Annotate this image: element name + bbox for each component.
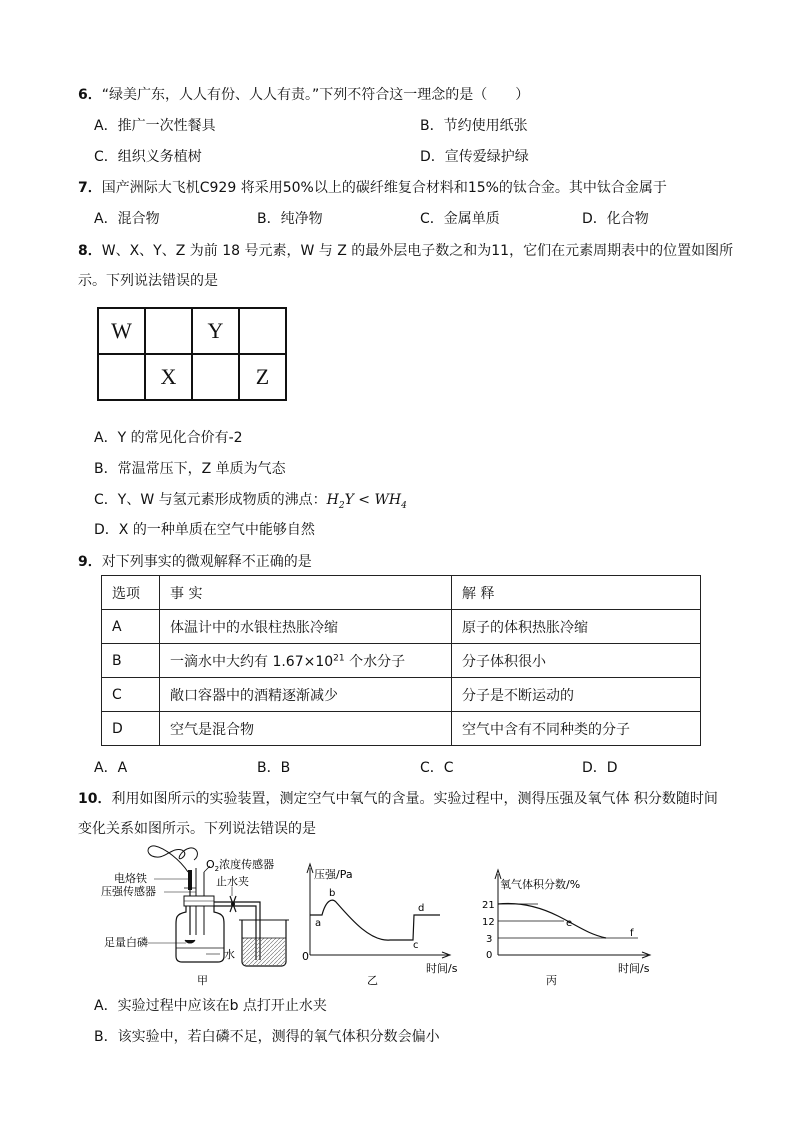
periodic-table-grid bbox=[97, 307, 287, 401]
header-cell: 解 释 bbox=[452, 576, 701, 610]
grid-row bbox=[98, 354, 286, 400]
question-stem: 对下列事实的微观解释不正确的是 bbox=[101, 554, 312, 570]
table-row bbox=[102, 610, 701, 644]
formula-wh4: $WH_4$ bbox=[374, 492, 407, 511]
option-a: A．实验过程中应该在b 点打开止水夹 bbox=[94, 998, 327, 1014]
label-water: 水 bbox=[224, 948, 235, 961]
formula-h2y: $H_2Y$ bbox=[326, 492, 354, 511]
figure-caption: 丙 bbox=[546, 974, 557, 987]
label-clamp: 止水夹 bbox=[216, 875, 249, 888]
explanation-table bbox=[101, 575, 701, 746]
grid-cell bbox=[98, 354, 145, 400]
grid-cell: Z bbox=[239, 354, 286, 400]
question-number: 6． bbox=[78, 87, 102, 103]
question-9 bbox=[78, 551, 312, 571]
question-stem: 利用如图所示的实验装置，测定空气中氧气的含量。实验过程中，测得压强及氧气体 积分数随时间 bbox=[111, 791, 718, 807]
option-a: A．A bbox=[94, 760, 128, 776]
pressure-chart bbox=[300, 860, 470, 990]
table-row bbox=[102, 712, 701, 746]
question-number: 7． bbox=[78, 180, 102, 196]
point-label-b: b bbox=[329, 888, 336, 899]
table-cell: 敞口容器中的酒精逐渐减少 bbox=[160, 678, 452, 712]
apparatus-figure bbox=[101, 840, 300, 990]
grid-cell: Y bbox=[192, 308, 239, 354]
grid-cell bbox=[145, 308, 192, 354]
question-stem: 国产洲际大飞机C929 将采用50%以上的碳纤维复合材料和15%的钛合金。其中钛合金属于 bbox=[101, 180, 667, 196]
question-8 bbox=[78, 240, 733, 260]
origin-label: 0 bbox=[302, 950, 309, 963]
table-cell: B bbox=[102, 644, 160, 678]
question-10 bbox=[78, 788, 718, 808]
grid-row bbox=[98, 308, 286, 354]
table-header-row bbox=[102, 576, 701, 610]
grid-cell bbox=[192, 354, 239, 400]
phosphorus bbox=[185, 940, 195, 943]
y-axis-label: 氧气体积分数/% bbox=[500, 878, 581, 891]
header-cell: 选项 bbox=[102, 576, 160, 610]
point-label-a: a bbox=[315, 918, 322, 929]
option-c: C．金属单质 bbox=[420, 211, 500, 227]
option-text: C．Y、W 与氢元素形成物质的沸点： bbox=[94, 492, 327, 508]
table-cell: 原子的体积热胀冷缩 bbox=[452, 610, 701, 644]
option-b: B．纯净物 bbox=[257, 211, 323, 227]
point-label-f: f bbox=[630, 928, 634, 939]
header-cell: 事 实 bbox=[160, 576, 452, 610]
x-axis-label: 时间/s bbox=[426, 962, 458, 975]
table-cell: A bbox=[102, 610, 160, 644]
grid-cell: W bbox=[98, 308, 145, 354]
x-axis-label: 时间/s bbox=[618, 962, 650, 975]
table-row bbox=[102, 678, 701, 712]
question-number: 8． bbox=[78, 243, 102, 259]
y-axis-label: 压强/Pa bbox=[314, 868, 353, 881]
option-d: D．化合物 bbox=[582, 211, 649, 227]
wire-coil bbox=[148, 846, 197, 872]
option-d: D．X 的一种单质在空气中能够自然 bbox=[94, 522, 315, 538]
option-b: B．常温常压下，Z 单质为气态 bbox=[94, 461, 286, 477]
table-cell: 空气中含有不同种类的分子 bbox=[452, 712, 701, 746]
table-cell: D bbox=[102, 712, 160, 746]
point-label-e: e bbox=[566, 918, 573, 929]
option-b: B．B bbox=[257, 760, 291, 776]
table-cell: 空气是混合物 bbox=[160, 712, 452, 746]
tick-label: 21 bbox=[482, 900, 495, 911]
question-6 bbox=[78, 84, 529, 104]
option-c: C．组织义务植树 bbox=[94, 149, 202, 165]
option-c: C．C bbox=[420, 760, 454, 776]
question-number: 10． bbox=[78, 791, 112, 807]
label-o2-sensor: $O_2$浓度传感器 bbox=[206, 858, 275, 873]
option-a: A．混合物 bbox=[94, 211, 160, 227]
less-than-sign: < bbox=[353, 492, 375, 508]
tick-label: 3 bbox=[486, 934, 493, 945]
figure-caption: 乙 bbox=[367, 974, 378, 987]
question-stem: “绿美广东，人人有份、人人有责。”下列不符合这一理念的是（ ） bbox=[101, 87, 530, 103]
tick-label: 12 bbox=[482, 917, 495, 928]
question-stem-cont: 变化关系如图所示。下列说法错误的是 bbox=[78, 821, 316, 837]
point-label-c: c bbox=[413, 940, 419, 951]
label-soldering-iron: 电烙铁 bbox=[114, 872, 147, 885]
table-cell: 分子是不断运动的 bbox=[452, 678, 701, 712]
question-number: 9． bbox=[78, 554, 102, 570]
question-stem-cont: 示。下列说法错误的是 bbox=[78, 273, 218, 289]
point-label-d: d bbox=[418, 903, 425, 914]
table-cell: 一滴水中大约有 $1.67\times 10^{21}$ 个水分子 bbox=[160, 644, 452, 678]
table-row bbox=[102, 644, 701, 678]
oxygen-chart bbox=[478, 868, 658, 990]
question-stem: W、X、Y、Z 为前 18 号元素，W 与 Z 的最外层电子数之和为11，它们在元素周期表中的位置如图所 bbox=[101, 243, 734, 259]
soldering-iron bbox=[188, 870, 192, 890]
label-phosphorus: 足量白磷 bbox=[104, 936, 148, 949]
grid-cell: X bbox=[145, 354, 192, 400]
table-cell: 分子体积很小 bbox=[452, 644, 701, 678]
option-b: B．节约使用纸张 bbox=[420, 118, 528, 134]
origin-label: 0 bbox=[486, 950, 493, 961]
option-c bbox=[94, 489, 407, 511]
table-cell: C bbox=[102, 678, 160, 712]
option-a: A．Y 的常见化合价有-2 bbox=[94, 430, 243, 446]
table-cell: 体温计中的水银柱热胀冷缩 bbox=[160, 610, 452, 644]
option-b: B．该实验中，若白磷不足，测得的氧气体积分数会偏小 bbox=[94, 1029, 440, 1045]
option-d: D．D bbox=[582, 760, 618, 776]
grid-cell bbox=[239, 308, 286, 354]
beaker-water bbox=[243, 938, 285, 965]
option-a: A．推广一次性餐具 bbox=[94, 118, 216, 134]
question-7 bbox=[78, 177, 667, 197]
option-d: D．宣传爱绿护绿 bbox=[420, 149, 529, 165]
flask bbox=[176, 906, 224, 962]
label-pressure-sensor: 压强传感器 bbox=[101, 885, 156, 898]
figure-caption: 甲 bbox=[197, 974, 208, 987]
